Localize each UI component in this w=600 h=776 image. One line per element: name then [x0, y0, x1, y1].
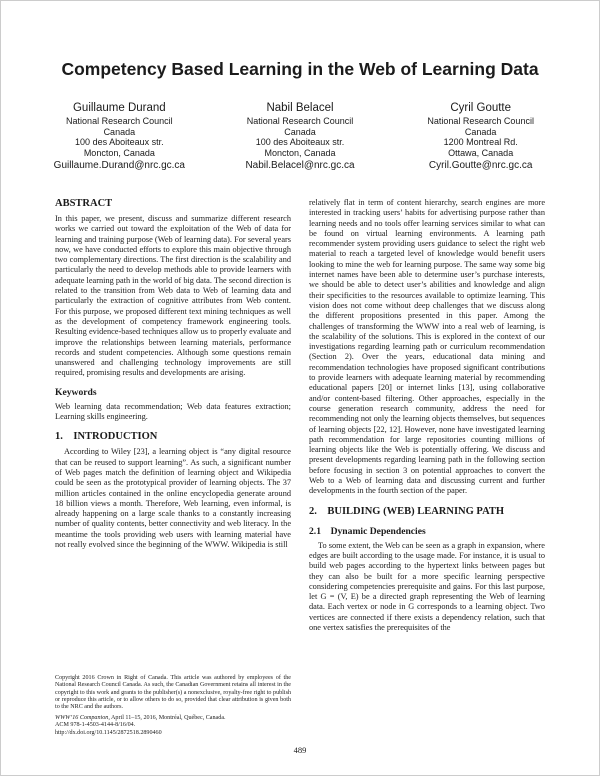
abstract-heading: ABSTRACT: [55, 198, 113, 209]
body-columns: [55, 198, 545, 737]
page-number: 489: [293, 745, 307, 755]
isbn-line: ACM 978-1-4503-4144-8/16/04.: [55, 722, 136, 729]
author-block-goutte: [390, 102, 571, 171]
author-block-belacel: [210, 102, 391, 171]
author-email: Guillaume.Durand@nrc.gc.ca: [53, 160, 185, 172]
author-email: Cyril.Goutte@nrc.gc.ca: [428, 160, 533, 172]
author-city: Moncton, Canada: [264, 147, 336, 158]
venue-date-location: April 11–15, 2016, Montréal, Québec, Canada.: [111, 714, 226, 721]
venue-name: WWW’16 Companion,: [55, 714, 110, 721]
author-address: 100 des Aboiteaux str.: [75, 137, 164, 148]
keywords-text: Web learning data recommendation; Web data features extraction; Learning skills engineering.: [55, 401, 291, 422]
author-address: 1200 Montreal Rd.: [443, 137, 518, 148]
paper-title: Competency Based Learning in the Web of Learning Data: [61, 59, 539, 79]
author-block-durand: [29, 102, 210, 171]
author-city: Ottawa, Canada: [448, 147, 514, 158]
author-affiliation: National Research Council: [66, 116, 173, 126]
author-affiliation-country: Canada: [103, 126, 136, 137]
section-2-1-heading: 2.1 Dynamic Dependencies: [309, 525, 426, 537]
copyright-text: Copyright 2016 Crown in Right of Canada. This article was authored by employees of the National Research Council Canada. As such, the Canadian Government retains all interest in the copyright to this work and grants to the publisher(s) a nonexclusive, royalty-free right to publish or reproduce this article, or to allow others to do so, provided that clear attribution is given both to the NRC and the authors.: [55, 674, 291, 711]
author-name: Nabil Belacel: [266, 102, 334, 114]
author-affiliation: National Research Council: [246, 116, 354, 126]
author-affiliation-country: Canada: [284, 126, 316, 137]
keywords-heading: Keywords: [55, 386, 97, 398]
venue-line: [55, 715, 291, 722]
introduction-heading: 1. INTRODUCTION: [55, 431, 158, 443]
copyright-footnote: [55, 675, 291, 737]
section-2-heading: 2. BUILDING (WEB) LEARNING PATH: [309, 505, 505, 517]
abstract-text: In this paper, we present, discuss and summarize different research works we carried out toward the exploitation of the Web of data for learning and training purpose (Web of learning data). For several years now, we have conducted efforts to explore this main objective through two complementary directions. The first direction is the scalability and particularly the need to develop methods able to provide learners with adequate learning path in the world of big data. The second direction is related to the transition from Web data to Web of learning data and particularly the extraction of cognitive attributes from Web content. For this purpose, we proposed different text mining techniques as well as the development of competency framework engineering tools. Resulting evidence-based techniques allow us to properly evaluate and improve the relationships between learning materials, performance records and student competencies. Although some questions remain unanswered and challenging technology improvements are still required, promising results and developments are arising.: [55, 214, 291, 378]
author-address: 100 des Aboiteaux str.: [255, 137, 345, 148]
author-row: [29, 102, 571, 171]
introduction-continued-text: relatively flat in term of content hierarchy, search engines are more interested in tracking users’ habits for advertising purpose rather than learning needs and no tools offer learning services similar to what can be found on virtual learning environments. A learning path recommender system providing users guidance to select the right web material to reach a targeted level of knowledge would benefit users looking to mine the web for learning purpose. The same way some big internet names have been able to determine user’s purchase interests, we should be able to detect user’s abilities and knowledge and align their specificities to the resources available to optimize learning. This vision does not come without deep challenges that we discuss along the different propositions presented in this paper. Among the challenges of transforming the WWW into a real web of learning, is the scalability of the solutions. This is explored in the context of our investigations regarding learning path or curriculum recommendation (Section 2). Over the years, educational data mining and recommendation technologies have proposed significant contributions to provide learners with adequate learning material by recommending educational papers [20] or internet links [13], using collaborative and/or content-based filtering. Other approaches, especially in the course generation research community, address the need for recommending not only the learning objects themselves, but sequences of learning objects [22, 12]. However, none have investigated learning path recommendation for large repositories counting millions of learning objects like the Web is potentially offering. We discuss and present developments regarding learning path in the following section before focusing in section 3 on potential approaches to convert the Web to a Web of learning data and discussing current and further developments in the fourth section of the paper.: [309, 198, 545, 496]
author-name: Guillaume Durand: [72, 102, 166, 114]
author-affiliation: National Research Council: [427, 116, 534, 126]
author-name: Cyril Goutte: [450, 102, 512, 114]
author-affiliation-country: Canada: [464, 126, 497, 137]
author-email: Nabil.Belacel@nrc.gc.ca: [245, 160, 355, 172]
right-column: [309, 198, 545, 737]
left-column: [55, 198, 291, 737]
introduction-text: According to Wiley [23], a learning object is “any digital resource that can be reused to support learning”. As such, a significant number of Web pages match the definition of learning object and Wikipedia could be seen as the prototypical provider of learning objects. The 37 million articles contained in the online encyclopedia generate around 18 billion views a month. Therefore, Web learning, even informal, is already happening on a large scale thanks to a constantly increasing number of quality contents, better connectivity and web literacy. In the meantime the tools providing web users with learning material have not really evolved since the beginning of the WWW. Wikipedia is still: [55, 447, 291, 550]
author-city: Moncton, Canada: [83, 147, 155, 158]
doi-line: http://dx.doi.org/10.1145/2872518.2890460: [55, 729, 162, 736]
section-2-1-text: To some extent, the Web can be seen as a graph in expansion, where edges are built according to the usage made. For instance, it is usual to build web pages according to the hypertext links between pages but they can also be built for a more specific learning perspective considering competencies prerequisite and gains. For this last purpose, let G = (V, E) be a directed graph representing the Web of learning data. Each vertex or node in G corresponds to a learning object. Two vertices are connected if there exists a dependency relation, such that one vertex satisfies the prerequisites of the: [309, 540, 545, 632]
